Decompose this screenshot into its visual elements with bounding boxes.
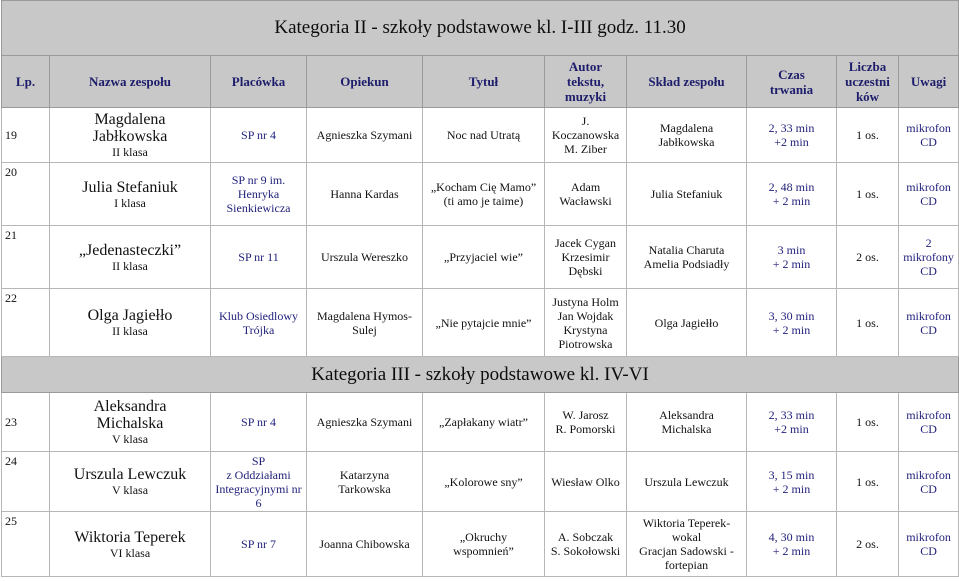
table-row	[2, 226, 959, 289]
author-cell	[545, 226, 627, 289]
school-cell-line: SP nr 4	[241, 415, 276, 429]
author-cell	[545, 108, 627, 163]
notes-cell	[899, 393, 959, 452]
table-row	[2, 512, 959, 577]
duration-cell-line: +2 min	[774, 135, 809, 149]
category-3-banner	[2, 357, 959, 393]
notes-line: CD	[920, 264, 937, 278]
participants-count: 1 os.	[837, 289, 899, 357]
author-cell-line: A. Sobczak	[557, 530, 614, 544]
author-cell-line: S. Sokołowski	[550, 544, 621, 558]
header-opiekun: Opiekun	[307, 56, 423, 108]
category-2-title: Kategoria II - szkoły podstawowe kl. I-III godz. 11.30	[2, 1, 959, 56]
lineup-cell	[627, 108, 747, 163]
row-number: 20	[2, 163, 50, 226]
participants-count: 1 os.	[837, 393, 899, 452]
tutor-cell	[307, 289, 423, 357]
school-cell-line: z Oddziałami	[226, 467, 291, 482]
table-row	[2, 452, 959, 512]
song-title-cell-line: wspomnień”	[453, 544, 514, 558]
author-cell-line: R. Pomorski	[555, 422, 616, 436]
author-cell	[545, 289, 627, 357]
duration-cell-line: 3, 30 min	[768, 308, 815, 323]
tutor-cell	[307, 226, 423, 289]
school-cell-line: 6	[255, 495, 262, 510]
notes-cell	[899, 226, 959, 289]
row-number: 24	[2, 452, 50, 512]
class-label: V klasa	[111, 483, 149, 497]
ensemble-name-line: Magdalena	[94, 111, 166, 128]
participants-count: 1 os.	[837, 108, 899, 163]
school-cell	[211, 108, 307, 163]
notes-line: CD	[920, 322, 937, 337]
song-title-cell-line: „Nie pytajcie mnie”	[435, 315, 532, 330]
ensemble-name-line: Wiktoria Teperek	[74, 528, 186, 546]
ensemble-name-line: Aleksandra	[93, 398, 167, 415]
row-number: 22	[2, 289, 50, 357]
tutor-cell	[307, 452, 423, 512]
school-cell	[211, 226, 307, 289]
ensemble-name-line: Michalska	[96, 415, 164, 432]
duration-cell-line: +2 min	[774, 422, 809, 436]
school-cell-line: Trójka	[242, 322, 275, 337]
school-cell	[211, 512, 307, 577]
song-title-cell	[423, 512, 545, 577]
notes-line: CD	[920, 194, 937, 208]
lineup-cell-line: Magdalena	[659, 121, 714, 135]
lineup-cell	[627, 226, 747, 289]
song-title-cell-line: Noc nad Utratą	[446, 128, 521, 142]
row-number: 21	[2, 226, 50, 289]
header-autor: Autor tekstu, muzyki	[545, 56, 627, 108]
class-label: II klasa	[112, 145, 148, 159]
category-2-banner	[2, 1, 959, 56]
ensemble-name-line: Urszula Lewczuk	[73, 466, 187, 483]
participants-count: 1 os.	[837, 163, 899, 226]
lineup-cell-line: Amelia Podsiadły	[643, 257, 730, 271]
lineup-cell-line: Olga Jagiełło	[654, 315, 719, 330]
school-cell	[211, 452, 307, 512]
participants-count: 2 os.	[837, 226, 899, 289]
lineup-cell-line: Natalia Charuta	[648, 243, 725, 257]
tutor-cell	[307, 393, 423, 452]
duration-cell-line: 4, 30 min	[768, 530, 815, 544]
tutor-cell-line: Tarkowska	[338, 481, 391, 496]
song-title-cell-line: „Okruchy	[459, 530, 508, 544]
header-tytul: Tytuł	[423, 56, 545, 108]
lineup-cell-line: fortepian	[664, 558, 709, 572]
notes-line: CD	[920, 135, 937, 149]
author-cell-line: Dębski	[568, 264, 603, 278]
ensemble-name	[50, 108, 211, 163]
header-placowka: Placówka	[211, 56, 307, 108]
duration-cell-line: + 2 min	[772, 481, 811, 496]
tutor-cell-line: Agnieszka Szymani	[316, 128, 413, 142]
notes-line: mikrofon	[906, 530, 951, 544]
song-title-cell-line: „Zapłakany wiatr”	[439, 415, 528, 429]
lineup-cell-line: Julia Stefaniuk	[650, 187, 723, 201]
author-cell-line: J. Koczanowska	[551, 114, 620, 142]
header-zespol: Nazwa zespołu	[50, 56, 211, 108]
song-title-cell-line: (ti amo je taime)	[443, 194, 524, 208]
header-liczba: Liczba uczestni ków	[837, 56, 899, 108]
author-cell-line: Adam	[570, 180, 601, 194]
school-cell	[211, 289, 307, 357]
ensemble-name	[50, 163, 211, 226]
notes-line: CD	[920, 481, 937, 496]
lineup-cell-line: wokal	[671, 530, 702, 544]
ensemble-name	[50, 289, 211, 357]
tutor-cell	[307, 108, 423, 163]
tutor-cell	[307, 512, 423, 577]
ensemble-name	[50, 393, 211, 452]
notes-line: mikrofon	[906, 408, 951, 422]
header-sklad: Skład zespołu	[627, 56, 747, 108]
song-title-cell	[423, 226, 545, 289]
tutor-cell-line: Joanna Chibowska	[319, 537, 410, 551]
author-cell	[545, 512, 627, 577]
class-label: V klasa	[111, 432, 149, 446]
school-cell	[211, 393, 307, 452]
duration-cell	[747, 512, 837, 577]
duration-cell-line: 2, 48 min	[768, 180, 815, 194]
table-row	[2, 108, 959, 163]
notes-cell	[899, 512, 959, 577]
ensemble-name	[50, 512, 211, 577]
author-cell-line: W. Jarosz	[562, 408, 609, 422]
duration-cell	[747, 163, 837, 226]
duration-cell	[747, 289, 837, 357]
author-cell-line: Jan Wojdak	[557, 308, 614, 323]
song-title-cell	[423, 452, 545, 512]
participants-count: 1 os.	[837, 452, 899, 512]
song-title-cell-line: „Przyjaciel wie”	[444, 250, 523, 264]
author-cell-line: Krystyna	[563, 322, 608, 337]
duration-cell-line: + 2 min	[772, 257, 811, 271]
lineup-cell	[627, 393, 747, 452]
duration-cell	[747, 393, 837, 452]
school-cell-line: SP nr 7	[241, 537, 276, 551]
author-cell-line: Krzesimir	[561, 250, 610, 264]
duration-cell	[747, 452, 837, 512]
author-cell	[545, 163, 627, 226]
duration-cell-line: + 2 min	[772, 194, 811, 208]
table-row	[2, 393, 959, 452]
author-cell-line: Justyna Holm	[552, 294, 619, 309]
ensemble-name-line: Jabłkowska	[92, 128, 168, 145]
duration-cell-line: 3, 15 min	[768, 467, 815, 482]
ensemble-name	[50, 452, 211, 512]
row-number: 25	[2, 512, 50, 577]
duration-cell-line: + 2 min	[772, 544, 811, 558]
class-label: VI klasa	[109, 545, 151, 560]
notes-line: CD	[920, 422, 937, 436]
song-title-cell	[423, 289, 545, 357]
notes-line: mikrofon	[906, 308, 951, 323]
author-cell-line: Piotrowska	[558, 336, 613, 351]
tutor-cell-line: Agnieszka Szymani	[316, 415, 413, 429]
song-title-cell	[423, 108, 545, 163]
class-label: I klasa	[114, 195, 146, 210]
notes-cell	[899, 452, 959, 512]
notes-line: CD	[920, 544, 937, 558]
notes-line: mikrofon	[906, 467, 951, 482]
duration-cell-line: + 2 min	[772, 322, 811, 337]
class-label: II klasa	[112, 258, 148, 273]
notes-line: mikrofon	[906, 180, 951, 194]
lineup-cell	[627, 289, 747, 357]
notes-cell	[899, 163, 959, 226]
duration-cell-line: 2, 33 min	[768, 408, 815, 422]
participants-count: 2 os.	[837, 512, 899, 577]
lineup-cell-line: Gracjan Sadowski -	[639, 544, 734, 558]
ensemble-name-line: Olga Jagiełło	[87, 307, 173, 324]
notes-cell	[899, 289, 959, 357]
school-cell-line: Klub Osiedlowy	[219, 308, 298, 323]
table-row	[2, 289, 959, 357]
class-label: II klasa	[112, 324, 148, 338]
ensemble-name	[50, 226, 211, 289]
lineup-cell-line: Michalska	[661, 422, 712, 436]
tutor-cell-line: Magdalena Hymos-	[317, 308, 412, 323]
school-cell-line: SP nr 11	[238, 250, 279, 264]
lineup-cell-line: Aleksandra	[659, 408, 714, 422]
schedule-table	[1, 0, 959, 577]
header-czas: Czas trwania	[747, 56, 837, 108]
duration-cell	[747, 108, 837, 163]
row-number: 19	[2, 108, 50, 163]
school-cell-line: SP nr 9 im.	[231, 173, 286, 187]
ensemble-name-line: „Jedenasteczki”	[78, 241, 182, 259]
lineup-cell-line: Urszula Lewczuk	[644, 474, 729, 489]
lineup-cell-line: Wiktoria Teperek-	[642, 516, 731, 530]
author-cell	[545, 393, 627, 452]
notes-cell	[899, 108, 959, 163]
school-cell	[211, 163, 307, 226]
lineup-cell	[627, 452, 747, 512]
tutor-cell	[307, 163, 423, 226]
tutor-cell-line: Katarzyna	[339, 467, 390, 482]
author-cell-line: Wacławski	[559, 194, 612, 208]
duration-cell-line: 2, 33 min	[768, 121, 815, 135]
school-cell-line: SP nr 4	[241, 128, 276, 142]
school-cell-line: SP	[251, 453, 266, 468]
lineup-cell	[627, 512, 747, 577]
lineup-cell-line: Jabłkowska	[658, 135, 715, 149]
school-cell-line: Sienkiewicza	[226, 201, 291, 215]
tutor-cell-line: Sulej	[352, 322, 377, 337]
song-title-cell	[423, 393, 545, 452]
song-title-cell	[423, 163, 545, 226]
song-title-cell-line: „Kocham Cię Mamo”	[430, 180, 537, 194]
author-cell-line: Wiesław Olko	[551, 474, 620, 489]
category-3-title: Kategoria III - szkoły podstawowe kl. IV-VI	[2, 357, 959, 393]
row-number: 23	[2, 393, 50, 452]
tutor-cell-line: Hanna Kardas	[330, 187, 399, 201]
duration-cell	[747, 226, 837, 289]
notes-line: mikrofon	[906, 121, 951, 135]
duration-cell-line: 3 min	[777, 243, 806, 257]
author-cell-line: M. Ziber	[564, 142, 607, 156]
tutor-cell-line: Urszula Wereszko	[320, 250, 409, 264]
school-cell-line: Henryka	[237, 187, 280, 201]
table-row	[2, 163, 959, 226]
ensemble-name-line: Julia Stefaniuk	[82, 178, 178, 196]
header-row	[2, 56, 959, 108]
song-title-cell-line: „Kolorowe sny”	[444, 474, 523, 489]
author-cell	[545, 452, 627, 512]
header-lp: Lp.	[2, 56, 50, 108]
lineup-cell	[627, 163, 747, 226]
author-cell-line: Jacek Cygan	[555, 236, 616, 250]
notes-line: 2 mikrofony	[903, 236, 954, 264]
header-uwagi: Uwagi	[899, 56, 959, 108]
school-cell-line: Integracyjnymi nr	[215, 481, 302, 496]
